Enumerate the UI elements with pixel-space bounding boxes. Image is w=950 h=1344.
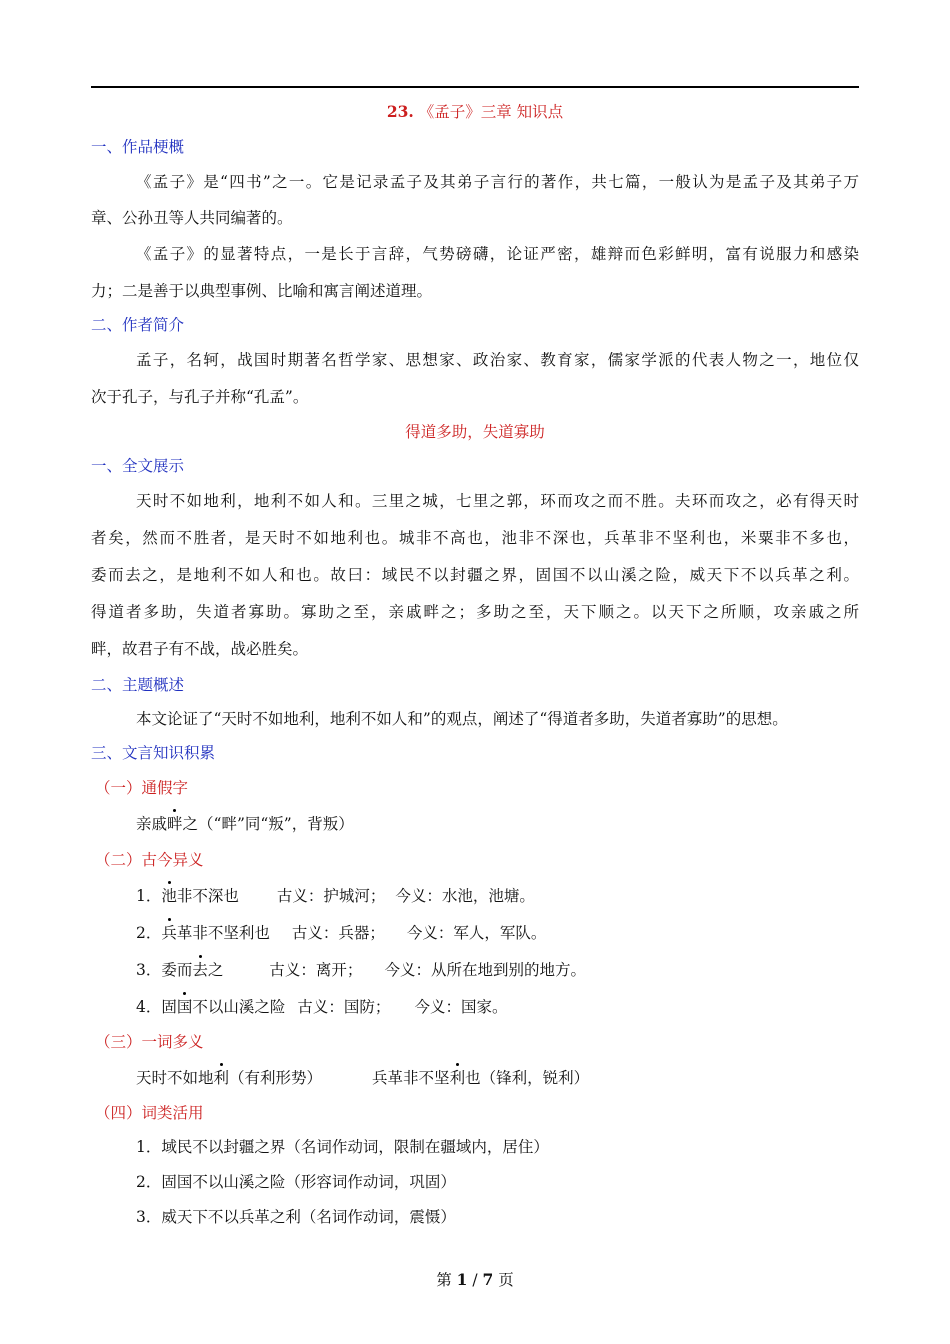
emphasis-dot-char: 利 xyxy=(213,1069,230,1087)
cileihuoyong-item-1: 1．域民不以封疆之界（名词作动词，限制在疆域内，居住） xyxy=(136,1138,549,1156)
emphasis-dot-char: 国 xyxy=(176,998,193,1016)
gujinyiyi-item-4: 4．固国不以山溪之险 古义：国防； 今义：国家。 xyxy=(136,998,508,1016)
section-heading-knowledge: 三、文言知识积累 xyxy=(91,744,216,762)
section-heading-works: 一、作品梗概 xyxy=(91,138,185,156)
emphasis-dot-char: 去 xyxy=(192,961,208,979)
paragraph-line: 孟子，名轲，战国时期著名哲学家、思想家、政治家、教育家，儒家学派的代表人物之一，地位仅 xyxy=(136,351,859,369)
paragraph-line: 力；二是善于以典型事例、比喻和寓言阐述道理。 xyxy=(91,282,433,300)
subheading-cileihuoyong: （四）词类活用 xyxy=(95,1104,204,1122)
paragraph-line: 《孟子》是“四书”之一。它是记录孟子及其弟子言行的著作，共七篇，一般认为是孟子及其弟子万 xyxy=(136,173,859,191)
page-title: 23. 《孟子》三章 知识点 xyxy=(386,102,564,121)
gujinyiyi-item-2: 2．兵革非不坚利也 古义：兵器； 今义：军人，军队。 xyxy=(136,924,547,942)
subheading-tongjiazi: （一）通假字 xyxy=(95,779,189,797)
emphasis-dot-char: 利 xyxy=(449,1069,466,1087)
tongjiazi-item: 亲戚畔之（“畔”同“叛”，背叛） xyxy=(136,815,354,833)
section-heading-theme: 二、主题概述 xyxy=(91,676,185,694)
subtitle: 得道多助，失道寡助 xyxy=(405,423,545,441)
subheading-gujinyiyi: （二）古今异义 xyxy=(95,851,204,869)
theme-paragraph: 本文论证了“天时不如地利，地利不如人和”的观点，阐述了“得道者多助，失道者寡助”的思想。 xyxy=(136,710,788,728)
gujinyiyi-item-1: 1．池非不深也 古义：护城河； 今义：水池，池塘。 xyxy=(136,887,535,905)
emphasis-dot-char: 池 xyxy=(161,887,177,905)
paragraph-line: 章、公孙丑等人共同编著的。 xyxy=(91,209,293,227)
text-line: 者矣，然而不胜者，是天时不如地利也。城非不高也，池非不深也，兵革非不坚利也，米粟非不多也， xyxy=(91,529,859,547)
text-line: 天时不如地利，地利不如人和。三里之城，七里之郭，环而攻之而不胜。夫环而攻之，必有得天时 xyxy=(136,492,859,510)
cileihuoyong-item-2: 2．固国不以山溪之险（形容词作动词，巩固） xyxy=(136,1173,456,1191)
paragraph-line: 次于孔子，与孔子并称“孔孟”。 xyxy=(91,388,309,406)
text-line: 委而去之，是地利不如人和也。故曰：域民不以封疆之界，固国不以山溪之险，威天下不以兵革之利。 xyxy=(91,566,859,584)
header-rule xyxy=(91,86,859,88)
text-line: 得道者多助，失道者寡助。寡助之至，亲戚畔之；多助之至，天下顺之。以天下之所顺，攻亲戚之所 xyxy=(91,603,859,621)
paragraph-line: 《孟子》的显著特点，一是长于言辞，气势磅礴，论证严密，雄辩而色彩鲜明，富有说服力和感染 xyxy=(136,245,859,263)
section-heading-fulltext: 一、全文展示 xyxy=(91,457,185,475)
section-heading-author: 二、作者简介 xyxy=(91,316,185,334)
cileihuoyong-item-3: 3．威天下不以兵革之利（名词作动词，震慑） xyxy=(136,1208,456,1226)
subheading-yiciduoyi: （三）一词多义 xyxy=(95,1033,204,1051)
page-number-footer: 第 1 / 7 页 xyxy=(436,1270,514,1289)
emphasis-dot-char: 兵 xyxy=(161,924,177,942)
text-line: 畔，故君子有不战，战必胜矣。 xyxy=(91,640,309,658)
emphasis-dot-char: 畔 xyxy=(167,815,183,833)
gujinyiyi-item-3: 3．委而去之 古义：离开； 今义：从所在地到别的地方。 xyxy=(136,961,586,979)
yiciduoyi-item: 天时不如地利（有利形势） 兵革非不坚利也（锋利，锐利） xyxy=(136,1069,590,1087)
